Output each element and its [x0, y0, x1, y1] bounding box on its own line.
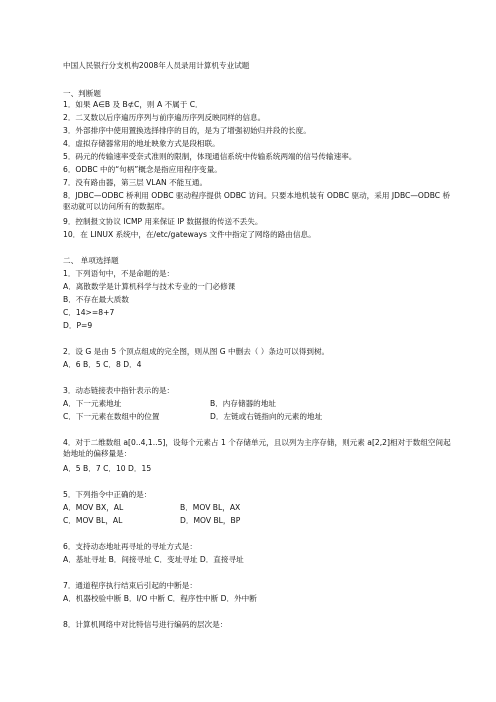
q1-option-b: B．不存在最大质数: [63, 295, 129, 304]
q5-option-a: A．MOV BX，AL: [63, 503, 124, 512]
q3-stem: 3．动态链接表中指针表示的是：: [63, 386, 175, 395]
q5-option-c: C．MOV BL，AL: [63, 516, 123, 525]
q1-option-a: A．离散数学是计算机科学与技术专业的一门必修课: [63, 282, 236, 291]
q7-options: A．机器校验中断 B．I/O 中断 C．程序性中断 D．外中断: [63, 594, 257, 603]
q5-stem: 5．下列指令中正确的是：: [63, 490, 152, 499]
q6-stem: 6．支持动态地址再寻址的寻址方式是：: [63, 542, 197, 551]
judge-item-9: 9．控制报文协议 ICMP 用来保证 IP 数据报的传送不丢失。: [63, 217, 263, 226]
judge-item-5: 5．码元的传输速率受奈式准则的限制，体现通信系统中传输系统两端的信号传输速率。: [63, 152, 357, 161]
judge-item-3: 3．外部排序中使用置换选择排序的目的，是为了增强初始归并段的长度。: [63, 126, 311, 135]
q3-option-b: B．内存储器的地址: [210, 399, 276, 408]
q3-option-d: D．左链或右链指向的元素的地址: [210, 412, 323, 421]
q4-stem: 4．对于二维数组 a[0..4,1..5]，设每个元素占 1 个存储单元，且以列为主序存储，则元素 a[2,2]相对于数组空间起始地址的偏移量是：: [63, 438, 451, 458]
section1-heading: 一、判断题: [63, 89, 101, 98]
q1-option-c: C．14>=8+7: [63, 308, 115, 317]
q7-stem: 7．通道程序执行结束后引起的中断是：: [63, 581, 197, 590]
doc-title: 中国人民银行分支机构2008年人员录用计算机专业试题: [63, 61, 250, 70]
judge-item-2: 2．二叉数以后序遍历序列与前序遍历序列反映同样的信息。: [63, 113, 266, 122]
q2-options: A．6 B．5 C．8 D．4: [63, 360, 142, 369]
judge-item-7: 7．没有路由器，第三层 VLAN 不能互通。: [63, 178, 208, 187]
q3-option-a: A．下一元素地址: [63, 399, 122, 408]
judge-item-10: 10．在 LINUX 系统中，在/etc/gateways 文件中指定了网络的路由信息。: [63, 230, 316, 239]
judge-item-8: 8．JDBC—ODBC 桥利用 ODBC 驱动程序提供 ODBC 访问。只要本地机装有 ODBC 驱动，采用 JDBC—ODBC 桥驱动就可以访问所有的数据库。: [63, 191, 451, 211]
q1-option-d: D．P=9: [63, 321, 93, 330]
section2-heading: 二、 单项选择题: [63, 256, 119, 265]
judge-item-6: 6．ODBC 中的“句柄”概念是指应用程序变量。: [63, 165, 222, 174]
judge-item-4: 4．虚拟存储器常用的地址映象方式是段相联。: [63, 139, 220, 148]
q1-stem: 1．下列语句中，不是命题的是：: [63, 269, 175, 278]
q5-option-b: B．MOV BL，AX: [180, 503, 241, 512]
q2-stem: 2．设 G 是由 5 个顶点组成的完全图，则从图 G 中删去（ ）条边可以得到树。: [63, 347, 330, 356]
judge-item-1: 1．如果 A∈B 及 B⊄C，则 A 不属于 C．: [63, 100, 203, 109]
q8-stem: 8．计算机网络中对比特信号进行编码的层次是：: [63, 620, 228, 629]
q6-options: A．基址寻址 B．间接寻址 C．变址寻址 D．直接寻址: [63, 555, 244, 564]
q5-option-d: D．MOV BL，BP: [180, 516, 241, 525]
q4-options: A．5 B．7 C．10 D．15: [63, 464, 152, 473]
q3-option-c: C．下一元素在数组中的位置: [63, 412, 160, 421]
